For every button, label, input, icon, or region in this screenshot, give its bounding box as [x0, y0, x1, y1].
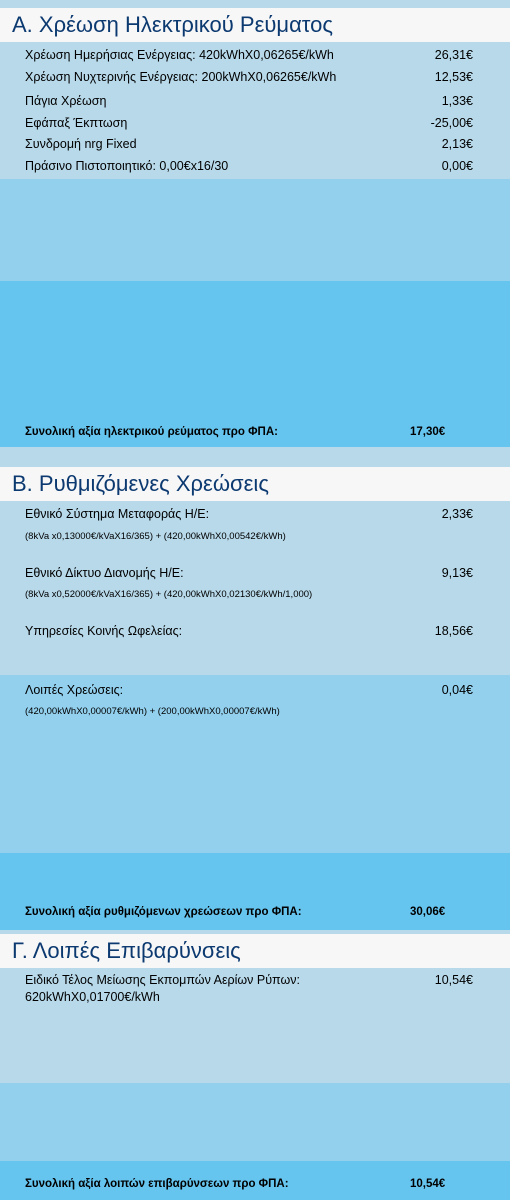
- item-formula-distribution: (8kVa x0,52000€/kVaX16/365) + (420,00kWhX0,02130€/kWh/1,000): [25, 589, 313, 600]
- section-a-total-amount: 17,30€: [410, 426, 446, 438]
- item-amount-distribution: 9,13€: [441, 566, 473, 580]
- item-formula-other-charges: (420,00kWhX0,00007€/kWh) + (200,00kWhX0,00007€/kWh): [25, 706, 280, 717]
- row-amount-discount: -25,00€: [430, 116, 473, 130]
- band-c-2: [0, 1083, 510, 1161]
- item-amount-other-charges: 0,04€: [441, 683, 473, 697]
- row-amount-green-cert: 0,00€: [441, 159, 473, 173]
- row-label-night-energy: Χρέωση Νυχτερινής Ενέργειας: 200kWhX0,06265€/kWh: [25, 70, 337, 84]
- item-label-emissions-line1: Ειδικό Τέλος Μείωσης Εκπομπών Αερίων Ρύπων:: [25, 973, 300, 987]
- item-label-other-charges: Λοιπές Χρεώσεις:: [25, 683, 124, 697]
- row-amount-night-energy: 12,53€: [434, 70, 473, 84]
- item-label-public-service: Υπηρεσίες Κοινής Ωφελείας:: [25, 624, 183, 638]
- band-b-1: [0, 501, 510, 675]
- row-amount-fixed-charge: 1,33€: [441, 94, 473, 108]
- item-amount-emissions: 10,54€: [434, 973, 473, 987]
- item-formula-transmission: (8kVa x0,13000€/kVaX16/365) + (420,00kWhX0,00542€/kWh): [25, 531, 286, 542]
- band-b-2: [0, 675, 510, 853]
- item-amount-transmission: 2,33€: [441, 507, 473, 521]
- row-label-discount: Εφάπαξ Έκπτωση: [25, 116, 128, 130]
- section-b-title: Β. Ρυθμιζόμενες Χρεώσεις: [0, 467, 510, 501]
- row-label-green-cert: Πράσινο Πιστοποιητικό: 0,00€x16/30: [25, 159, 229, 173]
- row-label-subscription: Συνδρομή nrg Fixed: [25, 137, 137, 151]
- section-b-total-amount: 30,06€: [410, 906, 446, 918]
- item-amount-public-service: 18,56€: [434, 624, 473, 638]
- section-c-total-label: Συνολική αξία λοιπών επιβαρύνσεων προ ΦΠΑ:: [25, 1178, 289, 1190]
- item-label-transmission: Εθνικό Σύστημα Μεταφοράς Η/Ε:: [25, 507, 210, 521]
- band-a-3: [0, 281, 510, 447]
- section-c-title: Γ. Λοιπές Επιβαρύνσεις: [0, 934, 510, 968]
- section-a-total-label: Συνολική αξία ηλεκτρικού ρεύματος προ ΦΠΑ:: [25, 426, 278, 438]
- row-label-day-energy: Χρέωση Ημερήσιας Ενέργειας: 420kWhX0,06265€/kWh: [25, 48, 334, 62]
- row-label-fixed-charge: Πάγια Χρέωση: [25, 94, 107, 108]
- band-b-3: [0, 853, 510, 930]
- band-a-2: [0, 179, 510, 281]
- row-amount-day-energy: 26,31€: [434, 48, 473, 62]
- row-amount-subscription: 2,13€: [441, 137, 473, 151]
- section-c-total-amount: 10,54€: [410, 1178, 446, 1190]
- section-a-title: Α. Χρέωση Ηλεκτρικού Ρεύματος: [0, 8, 510, 42]
- item-label-emissions-line2: 620kWhX0,01700€/kWh: [25, 990, 160, 1004]
- section-b-total-label: Συνολική αξία ρυθμιζόμενων χρεώσεων προ ΦΠΑ:: [25, 906, 302, 918]
- item-label-distribution: Εθνικό Δίκτυο Διανομής Η/Ε:: [25, 566, 184, 580]
